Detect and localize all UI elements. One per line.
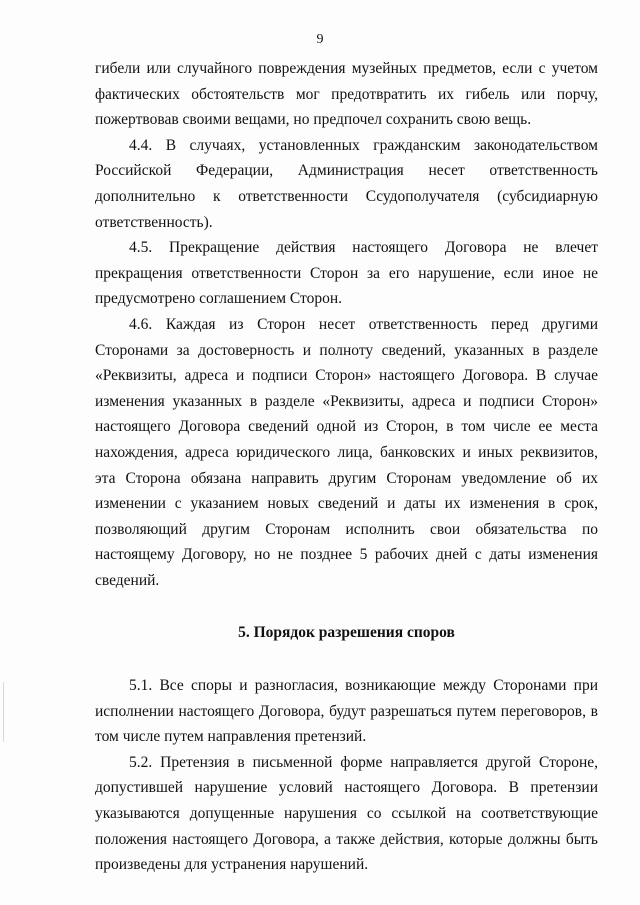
paragraph-5-2: 5.2. Претензия в письменной форме направляется другой Стороне, допустившей нарушение условий настоящего Договора. В претензии указываются допущенные нарушения со ссылкой на соответствующие положения настоящего Договора, а также действия, которые должны быть произведены для устранения нарушений.: [95, 753, 598, 874]
document-body: [95, 56, 598, 878]
paragraph-continuation: гибели или случайного повреждения музейных предметов, если с учетом фактических обстоятельств мог предотвратить их гибель или порчу, пожертвовав своими вещами, но предпочел сохранить свою вещь.: [95, 60, 598, 129]
paragraph-4-5: 4.5. Прекращение действия настоящего Договора не влечет прекращения ответственности Сторон за его нарушение, если иное не предусмотрено соглашением Сторон.: [95, 239, 598, 308]
paragraph-4-4: 4.4. В случаях, установленных гражданским законодательством Российской Федерации, Администрация несет ответственность дополнительно к ответственности Ссудополучателя (субсидиарную ответственность).: [95, 136, 598, 231]
spacer: [95, 646, 598, 673]
paragraph-5-1: 5.1. Все споры и разногласия, возникающие между Сторонами при исполнении настоящего Договора, будут разрешаться путем переговоров, в том числе путем направления претензий.: [95, 677, 598, 746]
page-number: 9: [316, 32, 324, 47]
paragraph-4-6: 4.6. Каждая из Сторон несет ответственность перед другими Сторонами за достоверность и полноту сведений, указанных в разделе «Реквизиты, адреса и подписи Сторон» настоящего Договора. В случае изменения указанных в разделе «Реквизиты, адреса и подписи Сторон» настоящего Договора сведений одной из Сторон, в том числе ее места нахождения, адреса юридического лица, банковских и иных реквизитов, эта Сторона обязана направить другим Сторонам уведомление об их изменении с указанием новых сведений и даты их изменения в срок, позволяющий другим Сторонам исполнить свои обязательства по настоящему Договору, но не позднее 5 рабочих дней с даты изменения сведений.: [95, 315, 598, 589]
section-heading: 5. Порядок разрешения споров: [238, 624, 455, 642]
spacer: [95, 593, 598, 620]
scan-edge-mark: [3, 682, 4, 742]
